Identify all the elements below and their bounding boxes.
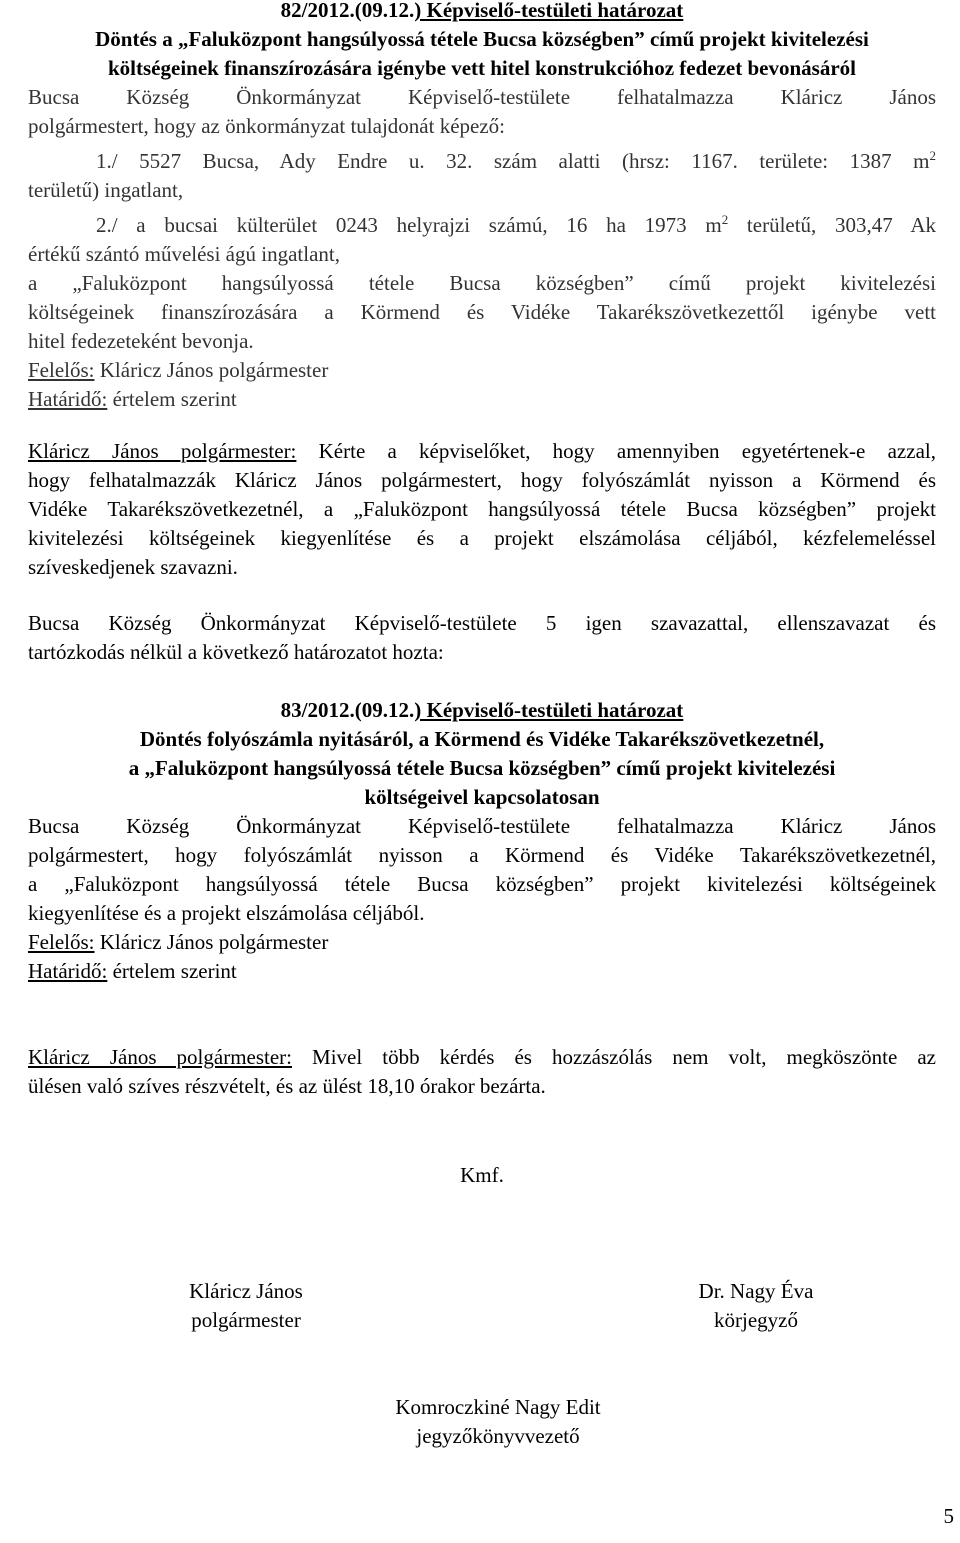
resolution-83-body-line: Bucsa Község Önkormányzat Képviselő-testülete felhatalmazza Kláricz János (28, 814, 936, 838)
property-item-1-cont: területű) ingatlant, (28, 178, 184, 202)
signature-mayor (146, 1277, 346, 1335)
signer-name: Komroczkiné Nagy Edit (395, 1395, 601, 1419)
vote-statement (28, 609, 936, 667)
resolution-82-title-line: költségeinek finanszírozására igénybe vett hitel konstrukcióhoz fedezet bevonásáról (108, 56, 856, 80)
deadline-line: Határidő: értelem szerint (28, 387, 237, 411)
signer-name: Dr. Nagy Éva (698, 1279, 814, 1303)
resolution-83-title-line: a „Faluközpont hangsúlyossá tétele Bucsa községben” című projekt kivitelezési (128, 756, 836, 780)
resolution-82-body-line: Bucsa Község Önkormányzat Képviselő-testülete felhatalmazza Kláricz János (28, 85, 936, 109)
resolution-82-body-line: polgármestert, hogy az önkormányzat tulajdonát képező: (28, 114, 506, 138)
signature-recorder (348, 1393, 648, 1451)
signer-title: jegyzőkönyvvezető (416, 1424, 580, 1448)
purpose-line: a „Faluközpont hangsúlyossá tétele Bucsa községben” című projekt kivitelezési (28, 271, 936, 295)
resolution-83-title-line: Döntés folyószámla nyitásáról, a Körmend és Vidéke Takarékszövetkezetnél, (139, 727, 825, 751)
signer-title: polgármester (191, 1308, 301, 1332)
kmf-label: Kmf. (460, 1163, 504, 1187)
responsible-line: Felelős: Kláricz János polgármester (28, 930, 329, 954)
resolution-83-number: 83/2012.(09.12.) Képviselő-testületi határozat (280, 698, 684, 722)
purpose-line: hitel fedezeteként bevonja. (28, 329, 254, 353)
resolution-83-body-line: kiegyenlítése és a projekt elszámolása céljából. (28, 901, 425, 925)
speech-1-line: hogy felhatalmazzák Kláricz János polgármestert, hogy folyószámlát nyisson a Körmend és (28, 468, 936, 492)
resolution-83-body-line: polgármestert, hogy folyószámlát nyisson a Körmend és Vidéke Takarékszövetkezetnél, (28, 843, 936, 867)
signer-title: körjegyző (714, 1308, 798, 1332)
property-item-2-cont: értékű szántó művelési ágú ingatlant, (28, 242, 340, 266)
resolution-83-body-line: a „Faluközpont hangsúlyossá tétele Bucsa községben” projekt kivitelezési költségeinek (28, 872, 936, 896)
speech-1-line: kivitelezési költségeinek kiegyenlítése és a projekt elszámolása céljából, kézfelemeléssel (28, 526, 936, 550)
deadline-line: Határidő: értelem szerint (28, 959, 237, 983)
page-number: 5 (943, 1504, 954, 1528)
purpose-line: költségeinek finanszírozására a Körmend és Vidéke Takarékszövetkezettől igénybe vett (28, 300, 936, 324)
resolution-82-number: 82/2012.(09.12.) Képviselő-testületi határozat (280, 0, 684, 22)
property-item-2: 2./ a bucsai külterület 0243 helyrajzi számú, 16 ha 1973 $m^2$ területű, 303,47 Ak (96, 212, 936, 237)
resolution-83-title-line: költségeivel kapcsolatosan (364, 785, 600, 809)
resolution-82-title-line: Döntés a „Faluközpont hangsúlyossá tétele Bucsa községben” című projekt kivitelezési (95, 27, 869, 51)
resolution-82 (28, 0, 936, 414)
speech-1-line: Kláricz János polgármester: Kérte a képviselőket, hogy amennyiben egyetértenek-e azzal, (28, 439, 936, 463)
signer-name: Kláricz János (189, 1279, 303, 1303)
speech-1 (28, 437, 936, 582)
resolution-83 (28, 696, 936, 986)
vote-line: tartózkodás nélkül a következő határozatot hozta: (28, 640, 444, 664)
speech-2 (28, 1043, 936, 1101)
property-item-1: 1./ 5527 Bucsa, Ady Endre u. 32. szám alatti (hrsz: 1167. területe: 1387 $m^2$ (96, 148, 936, 173)
speech-1-line: Vidéke Takarékszövetkezetnél, a „Faluközpont hangsúlyossá tétele Bucsa községben” projekt (28, 497, 936, 521)
signature-notary (666, 1277, 846, 1335)
vote-line: Bucsa Község Önkormányzat Képviselő-testülete 5 igen szavazattal, ellenszavazat és (28, 611, 936, 635)
speech-1-line: szíveskedjenek szavazni. (28, 555, 238, 579)
responsible-line: Felelős: Kláricz János polgármester (28, 358, 329, 382)
speech-2-line: Kláricz János polgármester: Mivel több kérdés és hozzászólás nem volt, megköszönte az (28, 1045, 936, 1069)
speech-2-line: ülésen való szíves részvételt, és az ülést 18,10 órakor bezárta. (28, 1074, 546, 1098)
